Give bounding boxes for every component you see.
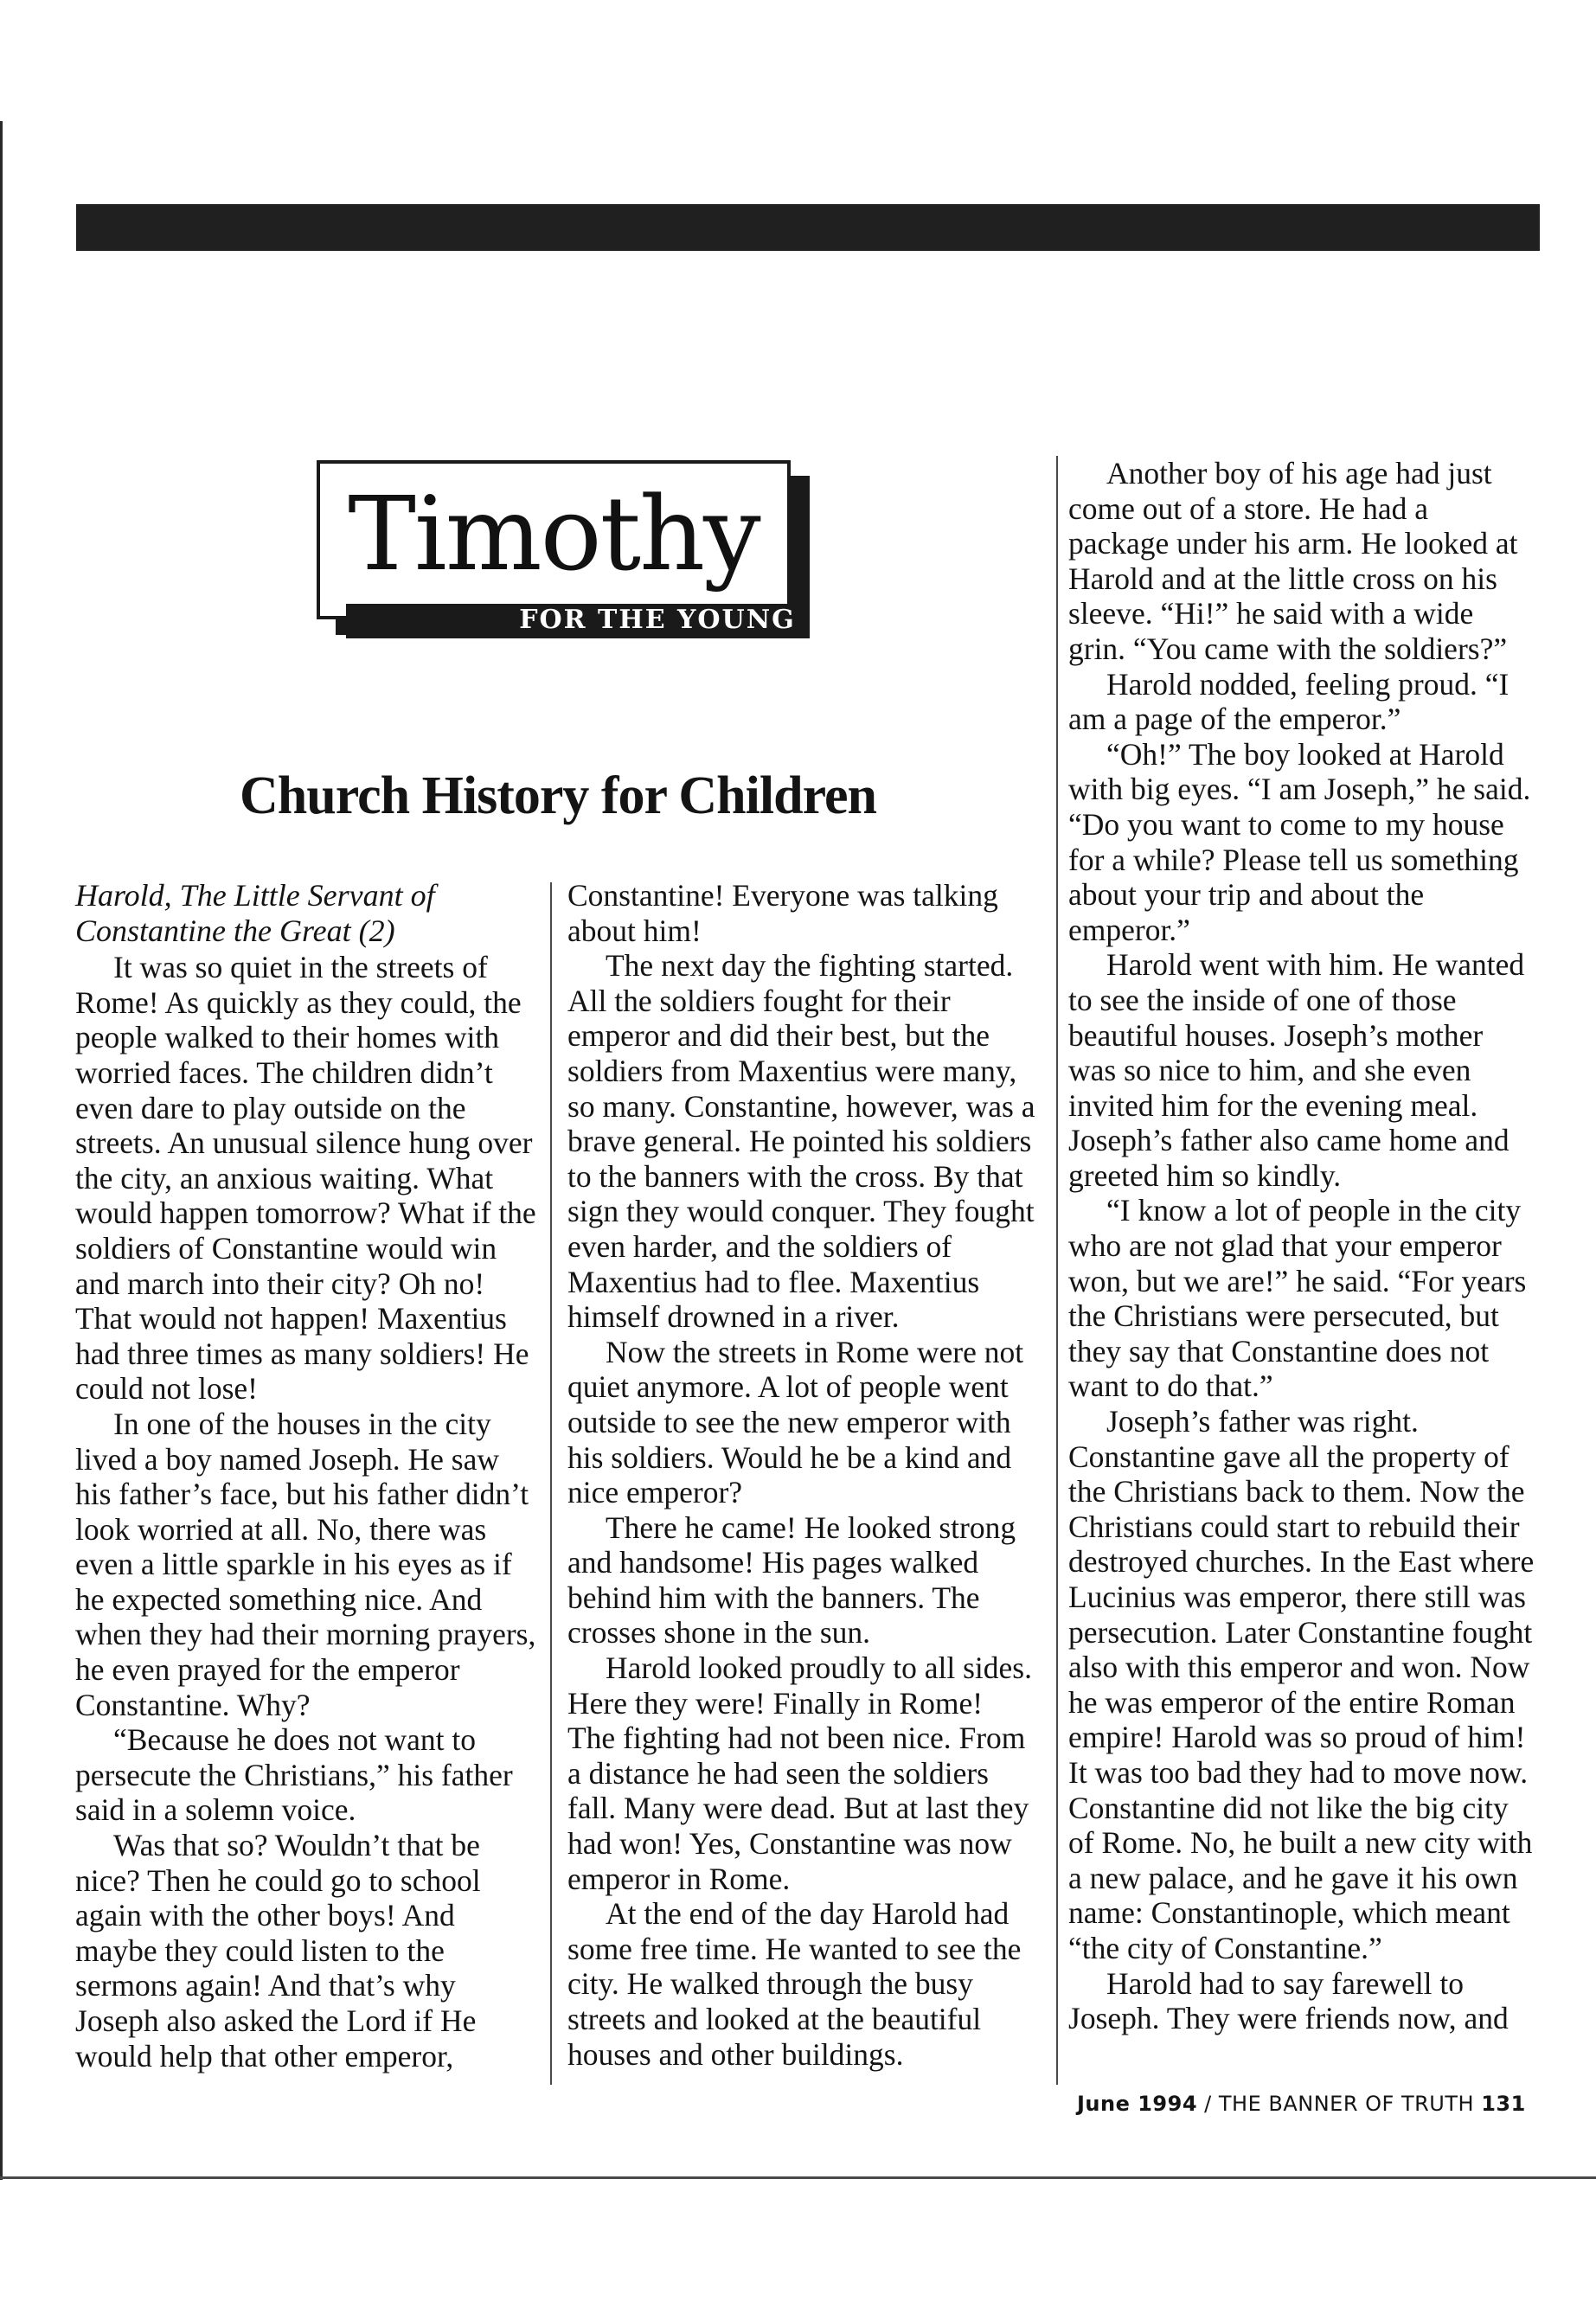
- timothy-logo: [317, 460, 796, 635]
- paragraph: There he came! He looked strong and handsome! His pages walked behind him with the banners. The crosses shone in the sun.: [567, 1509, 1016, 1650]
- paragraph: The next day the fighting started. All the soldiers fought for their emperor and did their best, but the soldiers from Maxentius were many, so many. Constantine, however, was a brave general. He pointed his soldiers to the banners with the cross. By that sign they would conquer. They fought even harder, and the soldiers of Maxentius had to flee. Maxentius himself drowned in a river.: [567, 948, 1035, 1335]
- page-number: 131: [1481, 2092, 1526, 2116]
- footer-separator: /: [1197, 2092, 1219, 2116]
- paragraph: Constantine! Everyone was talking about him!: [567, 878, 998, 948]
- paragraph: In one of the houses in the city lived a boy named Joseph. He saw his father’s face, but his father didn’t look worried at all. No, there was even a little sparkle in his eyes as if he expected something nice. And when they had their morning prayers, he even prayed for the emperor Constantine. Why?: [75, 1406, 536, 1722]
- page-footer: [1077, 2092, 1526, 2116]
- page-title: Church History for Children: [239, 766, 876, 825]
- paragraph: Harold looked proudly to all sides. Here they were! Finally in Rome! The fighting had not been nice. From a distance he had seen the soldiers fall. Many were dead. But at last they had won! Yes, Constantine was now emperor in Rome.: [567, 1650, 1032, 1896]
- article-column-2: [567, 878, 1035, 2072]
- paragraph: It was so quiet in the streets of Rome! As quickly as they could, the people walked to their homes with worried faces. The children didn’t even dare to play outside on the streets. An unusual silence hung over the city, an anxious waiting. What would happen tomorrow? What if the soldiers of Constantine would win and march into their city? Oh no! That would not happen! Maxentius had three times as many soldiers! He could not lose!: [75, 950, 536, 1407]
- header-bar: [76, 204, 1540, 251]
- paragraph: “Because he does not want to persecute the Christians,” his father said in a solemn voice.: [75, 1722, 513, 1828]
- column-divider: [1056, 456, 1058, 2085]
- left-edge-line: [0, 121, 3, 2180]
- paragraph: Now the streets in Rome were not quiet anymore. A lot of people went outside to see the new emperor with his soldiers. Would he be a kind and nice emperor?: [567, 1334, 1024, 1510]
- story-title: Harold, The Little Servant of Constantine the Great (2): [75, 878, 435, 948]
- paragraph: “I know a lot of people in the city who are not glad that your emperor won, but we are!” he said. “For years the Christians were persecuted, but they say that Constantine does not want to do that.”: [1068, 1193, 1527, 1404]
- column-divider: [550, 882, 552, 2085]
- paragraph: Was that so? Wouldn’t that be nice? Then he could go to school again with the other boys! And maybe they could listen to the sermons again! And that’s why Joseph also asked the Lord if He would help that other emperor,: [75, 1828, 481, 2073]
- article-column-3: [1068, 456, 1535, 2036]
- bottom-rule: [0, 2176, 1596, 2179]
- footer-date: June 1994: [1077, 2092, 1198, 2116]
- paragraph: “Oh!” The boy looked at Harold with big eyes. “I am Joseph,” he said. “Do you want to come to my house for a while? Please tell us something about your trip and about the emperor.”: [1068, 736, 1531, 947]
- article-column-1: [75, 878, 542, 2073]
- logo-word: Timothy: [348, 474, 760, 593]
- paragraph: Another boy of his age had just come out of a store. He had a package under his arm. He looked at Harold and at the little cross on his sleeve. “Hi!” he said with a wide grin. “You came with the soldiers?”: [1068, 456, 1518, 666]
- paragraph: Harold nodded, feeling proud. “I am a page of the emperor.”: [1068, 666, 1509, 737]
- paragraph: At the end of the day Harold had some free time. He wanted to see the city. He walked through the busy streets and looked at the beautiful houses and other buildings.: [567, 1896, 1022, 2072]
- paragraph: Harold had to say farewell to Joseph. They were friends now, and: [1068, 1965, 1509, 2036]
- footer-publication: THE BANNER OF TRUTH: [1218, 2092, 1475, 2116]
- paragraph: Harold went with him. He wanted to see the inside of one of those beautiful houses. Joseph’s mother was so nice to him, and she even invited him for the evening meal. Joseph’s father also came home and greeted him so kindly.: [1068, 947, 1525, 1193]
- paragraph: Joseph’s father was right. Constantine gave all the property of the Christians back to them. Now the Christians could start to rebuild their destroyed churches. In the East where Lucinius was emperor, there still was persecution. Later Constantine fought also with this emperor and won. Now he was emperor of the entire Roman empire! Harold was so proud of him! It was too bad they had to move now. Constantine did not like the big city of Rome. No, he built a new city with a new palace, and he gave it his own name: Constantinople, which meant “the city of Constantine.”: [1068, 1404, 1535, 1965]
- logo-tagline: FOR THE YOUNG: [519, 605, 796, 635]
